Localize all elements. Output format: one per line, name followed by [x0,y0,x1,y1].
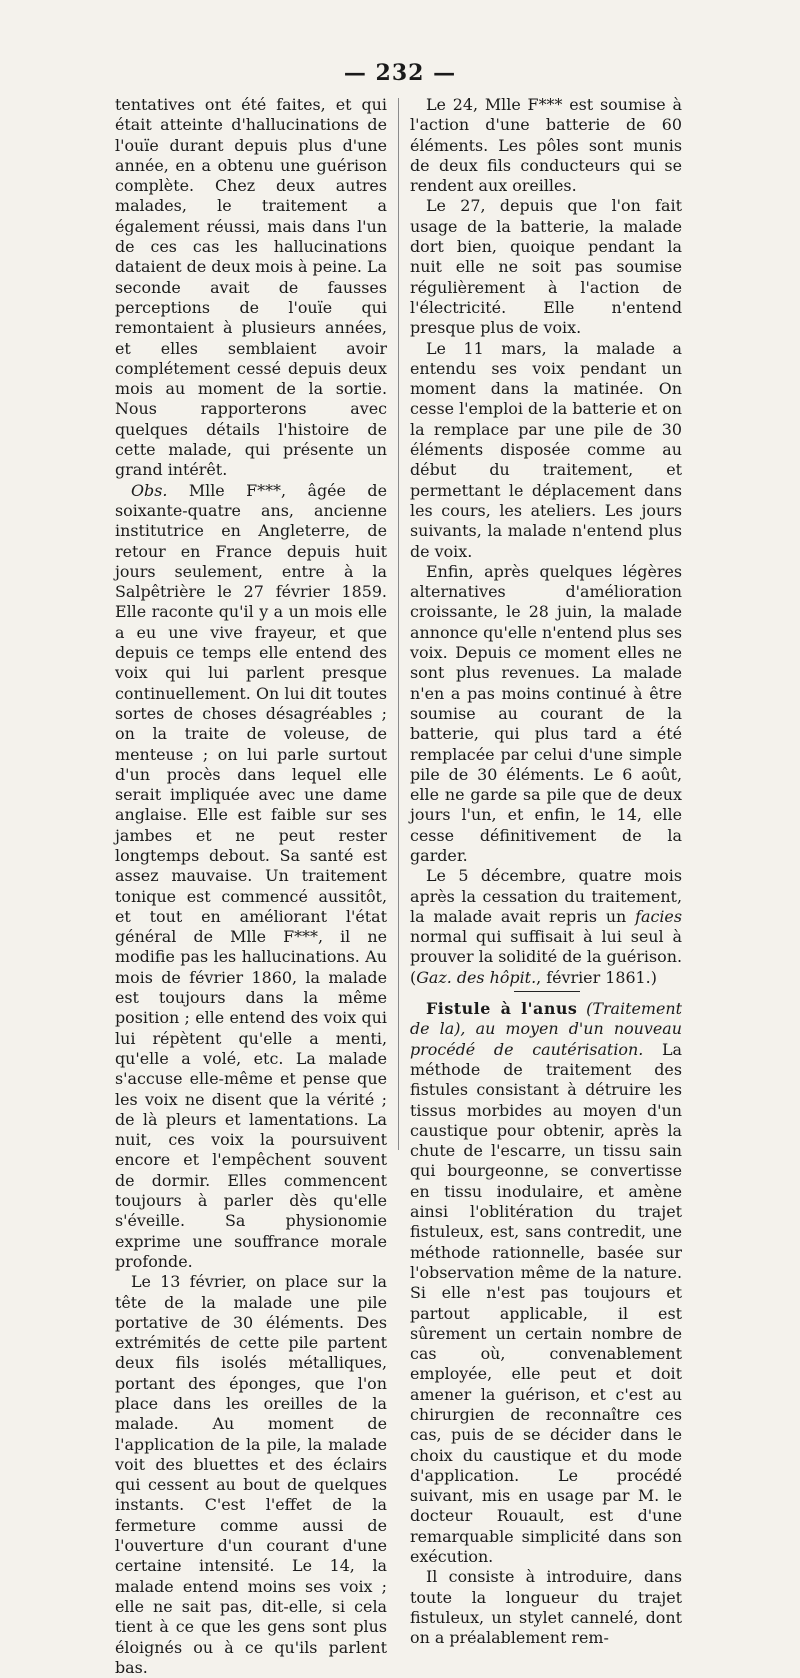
column-divider [398,98,399,1150]
section-text: La méthode de traitement des fistules consistant à détruire les tissus morbides au moyen d'un caustique pour obtenir, après la chute de l'escarre, un tissu sain qui bourgeonne, se convertisse en tissu inodulaire, et amène ainsi l'oblitération du trajet fistuleux, est, sans contredit, une méthode rationnelle, basée sur l'observation même de la nature. Si elle n'est pas toujours et partout applicable, il est sûrement un certain nombre de cas où, convenablement employée, elle peut et doit amener la guérison, et c'est au chirurgien de reconnaître ces cas, puis de se décider dans le choix du caustique et du mode d'application. Le procédé suivant, mis en usage par M. le docteur Rouault, est d'une remarquable simplicité dans son exécution. [410,1039,683,1567]
section-title: Fistule à l'anus [426,999,578,1019]
text-run: , février 1861.) [536,967,657,987]
paragraph: Le 24, Mlle F*** est soumise à l'action d'une batterie de 60 éléments. Les pôles sont munis de deux fils conducteurs qui se rendent aux oreilles. [410,95,682,196]
paragraph: Enfin, après quelques légères alternatives d'amélioration croissante, le 28 juin, la malade annonce qu'elle n'entend plus ses voix. Depuis ce moment elles ne sont plus revenues. La malade n'en a pas moins continué à être soumise au courant de la batterie, qui plus tard a été remplacée par celui d'une simple pile de 30 éléments. Le 6 août, elle ne garde sa pile que de deux jours l'un, et enfin, le 14, elle cesse définitivement de la garder. [410,561,682,865]
text-run: Le 5 décembre, quatre mois après la cessation du traitement, la malade avait repris un [410,866,682,926]
obs-label: Obs. [131,480,168,500]
section-separator [514,991,580,992]
paragraph: Le 13 février, on place sur la tête de la malade une pile portative de 30 éléments. Des extrémités de cette pile partent deux fils isolés métalliques, portant des éponges, que l'on place dans les oreilles de la malade. Au moment de l'application de la pile, la malade voit des bluettes et des éclairs qui cessent au bout de quelques instants. C'est l'effet de la fermeture comme aussi de l'ouverture d'un courant d'une certaine intensité. Le 14, la malade entend moins ses voix ; elle ne sait pas, dit-elle, si cela tient à ce que les gens sont plus éloignés ou à ce qu'ils parlent bas. [115,1272,387,1677]
journal-reference: Gaz. des hôpit. [416,967,537,987]
fistule-section [410,999,682,1567]
observation-paragraph [115,481,387,1273]
right-column [410,95,682,1649]
left-column [115,95,387,1678]
facies-term: facies [635,906,682,926]
paragraph-with-reference [410,866,682,988]
paragraph: Le 11 mars, la malade a entendu ses voix pendant un moment dans la matinée. On cesse l'emploi de la batterie et on la remplace par une pile de 30 éléments disposée comme au début du traitement, et permettant le déplacement dans les cours, les ateliers. Les jours suivants, la malade n'entend plus de voix. [410,338,682,561]
section-subtitle: (Traitement de la), au moyen d'un nouveau procédé de cautérisation. [410,999,682,1059]
paragraph: Le 27, depuis que l'on fait usage de la batterie, la malade dort bien, quoique pendant la nuit elle ne soit pas soumise régulièrement à l'action de l'électricité. Elle n'entend presque plus de voix. [410,196,682,338]
paragraph: tentatives ont été faites, et qui était atteinte d'hallucinations de l'ouïe durant depuis plus d'une année, en a obtenu une guérison complète. Chez deux autres malades, le traitement a également réussi, mais dans l'un de ces cas les hallucinations dataient de deux mois à peine. La seconde avait de fausses perceptions de l'ouïe qui remontaient à plusieurs années, et elles semblaient avoir complétement cessé depuis deux mois au moment de la sortie. Nous rapporterons avec quelques détails l'histoire de cette malade, qui présente un grand intérêt. [115,95,387,480]
paragraph: Il consiste à introduire, dans toute la longueur du trajet fistuleux, un stylet cannelé, dont on a préalablement rem- [410,1567,682,1648]
obs-text: Mlle F***, âgée de soixante-quatre ans, ancienne institutrice en Angleterre, de retour en France depuis huit jours seulement, entre à la Salpêtrière le 27 février 1859. Elle raconte qu'il y a un mois elle a eu une vive frayeur, et que depuis ce temps elle entend des voix qui lui parlent presque continuellement. On lui dit toutes sortes de choses désagréables ; on la traite de voleuse, de menteuse ; on lui parle surtout d'un procès dans lequel elle serait impliquée avec une dame anglaise. Elle est faible sur ses jambes et ne peut rester longtemps debout. Sa santé est assez mauvaise. Un traitement tonique est commencé aussitôt, et tout en améliorant l'état général de Mlle F***, il ne modifie pas les hallucinations. Au mois de février 1860, la malade est toujours dans la même position ; elle entend des voix qui lui répètent qu'elle a menti, qu'elle a volé, etc. La malade s'accuse elle-même et pense que les voix ne disent que la vérité ; de là pleurs et lamentations. La nuit, ces voix la poursuivent encore et l'empêchent souvent de dormir. Elles commencent toujours à parler dès qu'elle s'éveille. Sa physionomie exprime une souffrance morale profonde. [115,480,387,1271]
page-number: — 232 — [343,60,457,86]
text-run: normal qui suffisait à lui seul à prouver la solidité de la guérison. ( [410,927,682,987]
